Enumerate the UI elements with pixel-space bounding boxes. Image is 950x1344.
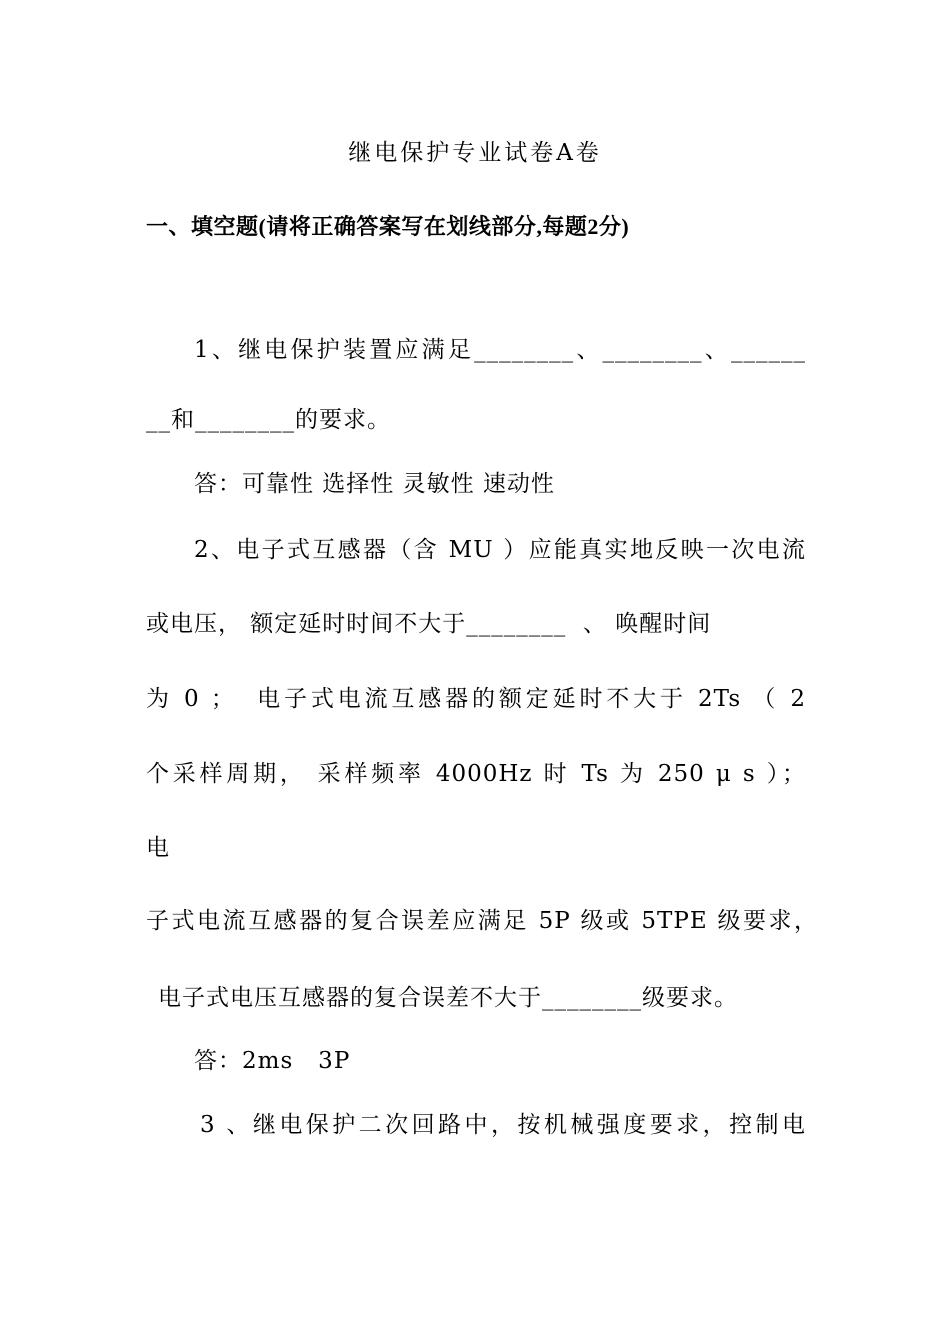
question-2-line-7: 电子式电压互感器的复合误差不大于________级要求。 <box>158 985 738 1011</box>
question-2-line-1: 2、电子式互感器（含 MU ）应能真实地反映一次电流 <box>194 537 806 563</box>
page-title: 继电保护专业试卷A卷 <box>348 140 602 166</box>
question-2-line-4: 个采样周期， 采样频率 4000Hz 时 Ts 为 250 μ s ）； <box>146 761 806 787</box>
section-heading: 一、填空题(请将正确答案写在划线部分,每题2分) <box>146 214 630 239</box>
question-2-line-3: 为 0 ； 电子式电流互感器的额定延时不大于 2Ts （ 2 <box>146 686 806 712</box>
question-1-answer: 答：可靠性 选择性 灵敏性 速动性 <box>194 471 555 497</box>
question-2-line-5: 电 <box>146 835 170 861</box>
question-2-line-6: 子式电流互感器的复合误差应满足 5P 级或 5TPE 级要求， <box>146 908 818 934</box>
question-1-line-1: 1、继电保护装置应满足________、________、______ <box>194 337 806 363</box>
question-2-answer: 答：2ms 3P <box>194 1048 351 1074</box>
question-2-line-2: 或电压， 额定延时时间不大于________ 、 唤醒时间 <box>146 611 712 637</box>
question-1-line-2: __和________的要求。 <box>146 407 391 433</box>
question-3-line-1: 3 、继电保护二次回路中，按机械强度要求，控制电 <box>200 1112 806 1138</box>
